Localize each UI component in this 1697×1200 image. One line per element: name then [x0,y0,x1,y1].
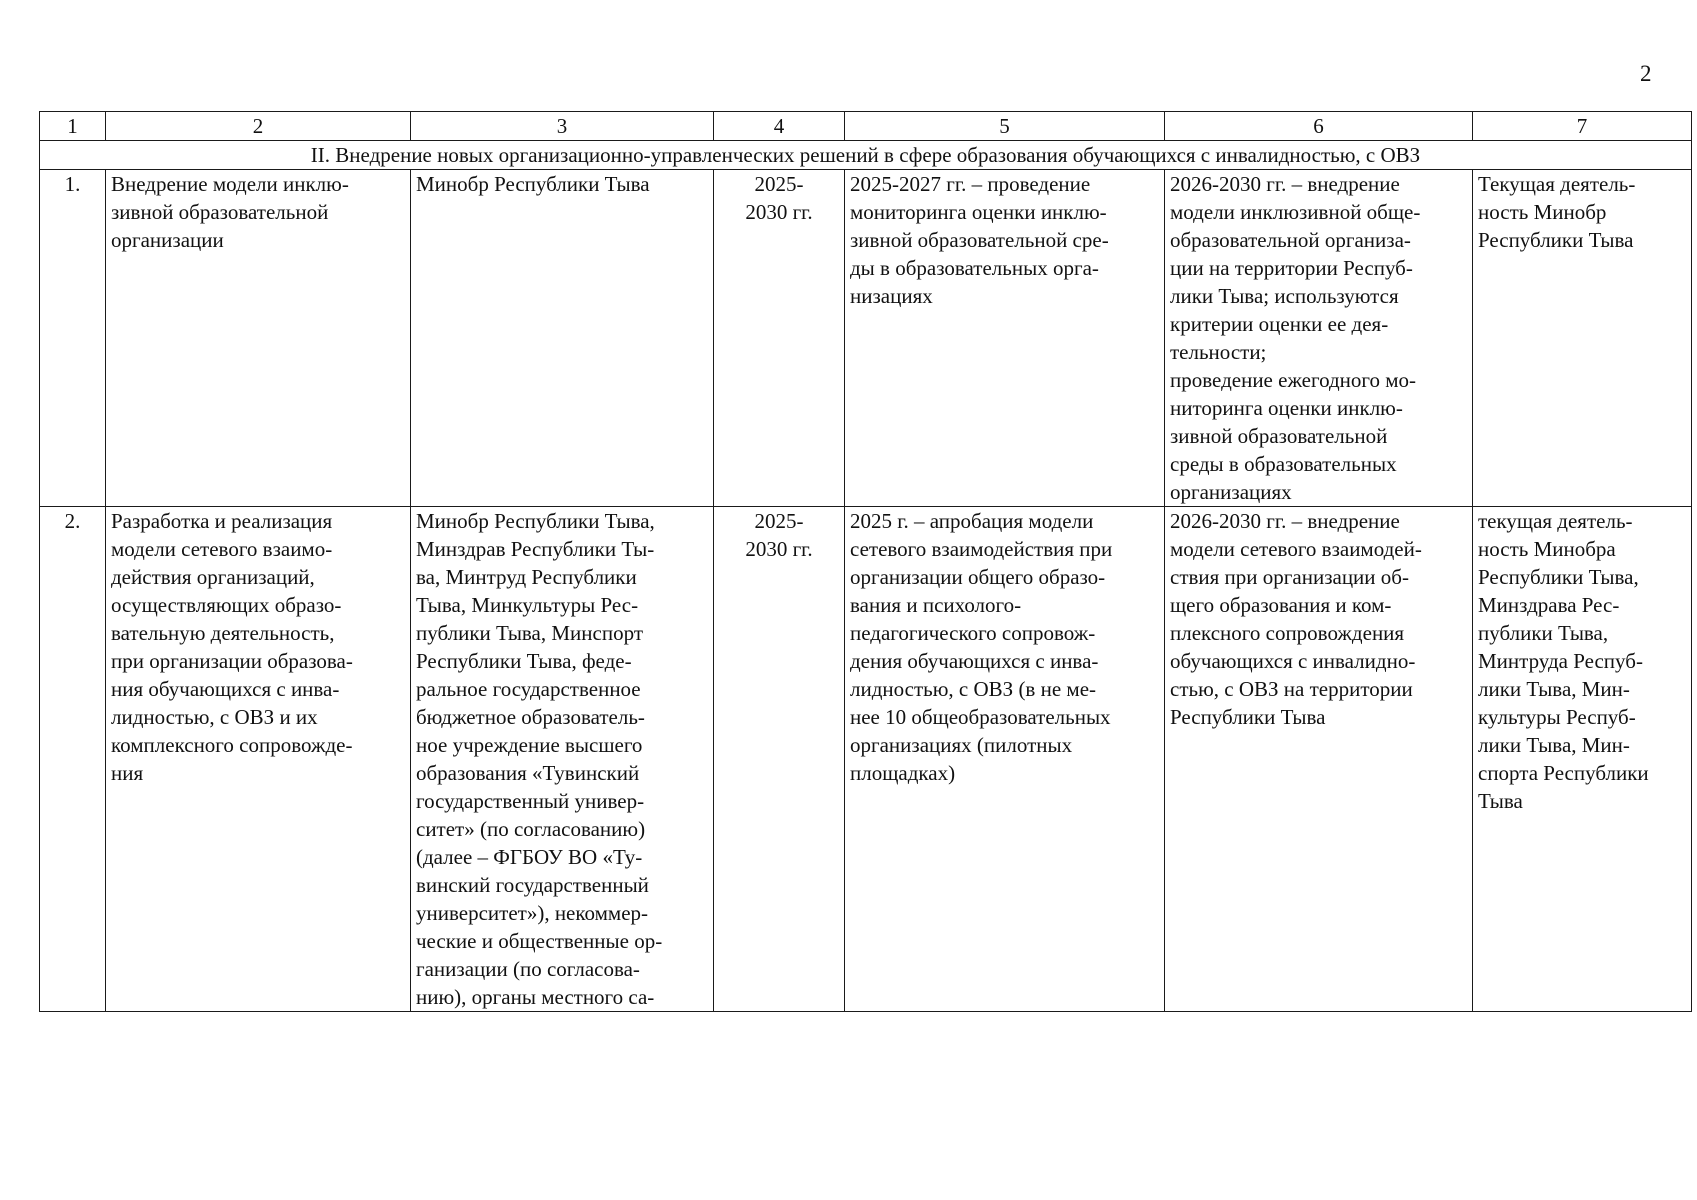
short-term-result-cell: 2025-2027 гг. – проведение мониторинга оценки инклю- зивной образовательной сре- ды в образовательных орга- низациях [845,170,1165,507]
row-number: 1. [40,170,106,507]
table-row [40,170,1692,507]
long-term-result-cell: 2026-2030 гг. – внедрение модели инклюзивной обще- образовательной организа- ции на территории Респуб- лики Тыва; используются критерии оценки ее дея- тельности; проведение ежегодного мо- ниторинга оценки инклю- зивной образовательной среды в образовательных организациях [1165,170,1473,507]
activity-cell: Разработка и реализация модели сетевого взаимо- действия организаций, осуществляющих образо- вательную деятельность, при организации образова- ния обучающихся с инва- лидностью, с ОВЗ и их комплексного сопровожде- ния [106,507,411,1012]
funding-cell: Текущая деятель- ность Минобр Республики Тыва [1473,170,1692,507]
column-number-6: 6 [1165,112,1473,141]
column-number-1: 1 [40,112,106,141]
term-cell: 2025- 2030 гг. [714,170,845,507]
page-number: 2 [1640,61,1652,86]
column-number-5: 5 [845,112,1165,141]
short-term-result-cell: 2025 г. – апробация модели сетевого взаимодействия при организации общего образо- вания и психолого- педагогического сопровож- дения обучающихся с инва- лидностью, с ОВЗ (в не ме- нее 10 общеобразовательных организациях (пилотных площадках) [845,507,1165,1012]
column-number-3: 3 [411,112,714,141]
plan-table [39,111,1692,1012]
table-row [40,507,1692,1012]
section-title: II. Внедрение новых организационно-управленческих решений в сфере образования обучающихся с инвалидностью, с ОВЗ [40,141,1692,170]
section-row [40,141,1692,170]
funding-cell: текущая деятель- ность Минобра Республики Тыва, Минздрава Рес- публики Тыва, Минтруда Респуб- лики Тыва, Мин- культуры Респуб- лики Тыва, Мин- спорта Республики Тыва [1473,507,1692,1012]
column-number-4: 4 [714,112,845,141]
executors-cell: Минобр Республики Тыва, Минздрав Республики Ты- ва, Минтруд Республики Тыва, Минкультуры Рес- публики Тыва, Минспорт Республики Тыва, феде- ральное государственное бюджетное образователь- ное учреждение высшего образования «Тувинский государственный универ- ситет» (по согласованию) (далее – ФГБОУ ВО «Ту- винский государственный университет»), некоммер- ческие и общественные ор- ганизации (по согласова- нию), органы местного са- [411,507,714,1012]
column-number-row [40,112,1692,141]
row-number: 2. [40,507,106,1012]
activity-cell: Внедрение модели инклю- зивной образовательной организации [106,170,411,507]
column-number-7: 7 [1473,112,1692,141]
executors-cell: Минобр Республики Тыва [411,170,714,507]
column-number-2: 2 [106,112,411,141]
term-cell: 2025- 2030 гг. [714,507,845,1012]
long-term-result-cell: 2026-2030 гг. – внедрение модели сетевого взаимодей- ствия при организации об- щего образования и ком- плексного сопровождения обучающихся с инвалидно- стью, с ОВЗ на территории Республики Тыва [1165,507,1473,1012]
